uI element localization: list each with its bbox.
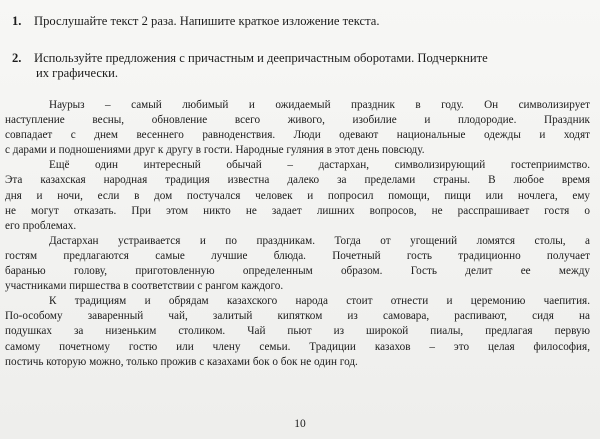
task-1 [12,14,578,29]
text-line: По-особому заваренный чай, залитый кипятком из самовара, распивают, сидя на [5,310,590,323]
text-line: Наурыз – самый любимый и ожидаемый праздник в году. Он символизирует [49,99,590,111]
paragraph-1 [5,98,590,158]
task-2 [12,51,578,81]
text-line: Эта казахская народная традиция известна далеко за пределами страны. В любое время [5,174,590,187]
text-line: дня и ночи, если в дом постучался человек и попросил помощи, пищи или ночлега, ему [5,189,590,202]
text-line: К традициям и обрядам казахского народа стоит отнести и церемонию чаепития. [49,295,590,308]
text-line: участниками пиршества в соответствии с рангом каждого. [5,280,284,293]
paragraph-4 [5,294,590,369]
text-line: постичь которую можно, только прожив с казахами бок о бок не один год. [5,355,358,368]
task-1-line [12,14,578,29]
text-line: гостям предлагаются самые лучшие блюда. Почетный гость традиционно получает [5,249,590,262]
text-line: совпадает с днем весеннего равноденствия. Люди одевают национальные одежды и ходят [5,129,590,142]
text-line: подушках за низеньким столиком. Чай пьют из широкой пиалы, предлагая первую [5,325,590,338]
task-2-line-1 [12,51,578,66]
task-2-text-2: их графически. [36,66,118,80]
paragraph-2 [5,158,590,233]
task-1-text: Прослушайте текст 2 раза. Напишите краткое изложение текста. [34,14,380,28]
text-line: самому почетному гостю или члену семьи. Традиции казахов – это целая философия, [5,340,590,353]
text-line: не могут отказать. При этом никто не задает лишних вопросов, не расспрашивает гостя о [5,204,590,217]
text-line: наступление весны, обновление всего живого, изобилие и плодородие. Праздник [5,114,590,127]
text-line: Ещё один интересный обычай – дастархан, символизирующий гостеприимство. [49,159,590,172]
reading-text [5,98,590,370]
text-line: баранью голову, приготовленную определенным образом. Гость делит ее между [5,265,590,278]
page-number: 10 [294,418,306,430]
paragraph-3 [5,234,590,294]
task-2-text-1: Используйте предложения с причастным и деепричастным оборотами. Подчеркните [34,51,488,65]
text-line: с дарами и подношениями друг к другу в гости. Народные гуляния в этот день повсюду. [5,144,425,157]
text-line: Дастархан устраивается и по праздникам. Тогда от угощений ломятся столы, а [49,234,590,247]
task-1-number: 1. [12,14,22,28]
task-2-number: 2. [12,51,22,65]
text-line: его проблемах. [5,219,77,232]
